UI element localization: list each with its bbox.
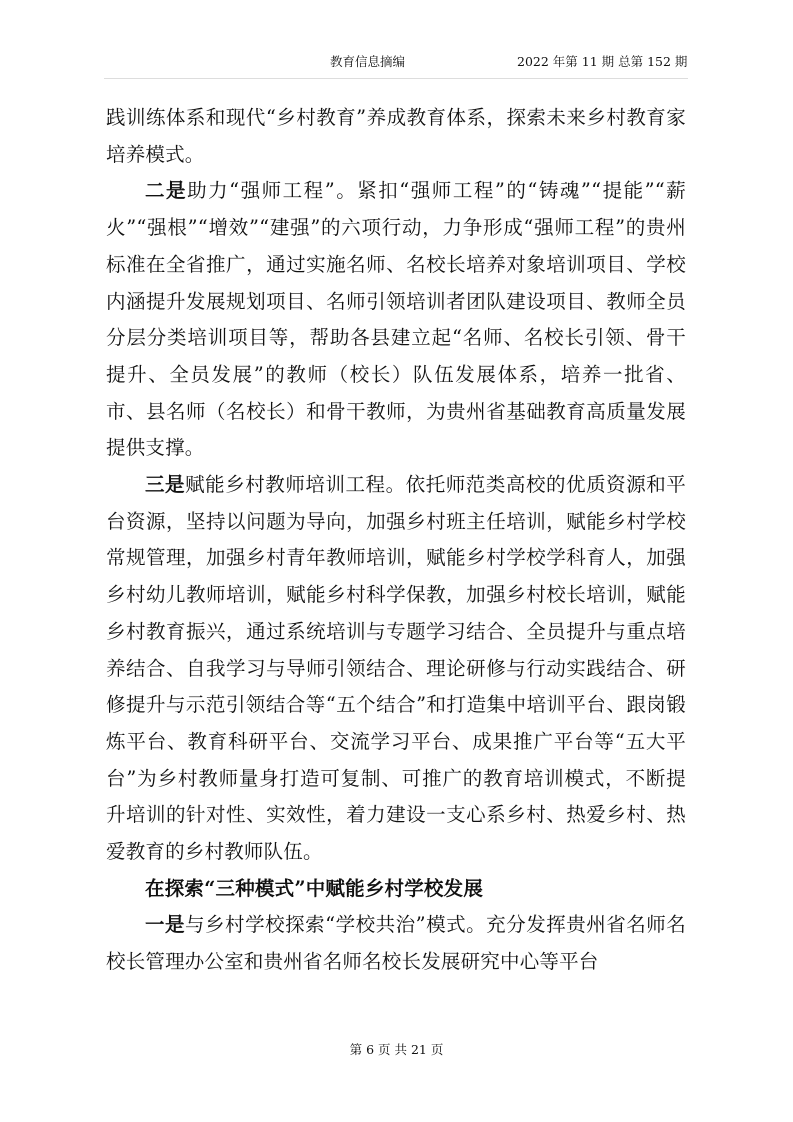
paragraph-text-second: 助力“强师工程”。紧扣“强师工程”的“铸魂”“提能”“薪火”“强根”“增效”“建强”的六项行动，力争形成“强师工程”的贵州标准在全省推广，通过实施名师、名校长培养对象培训项目、学校内涵提升发展规划项目、名师引领培训者团队建设项目、教师全员分层分类培训项目等，帮助各县建立起“名师、名校长引领、骨干提升、全员发展”的教师（校长）队伍发展体系，培养一批省、市、县名师（名校长）和骨干教师，为贵州省基础教育高质量发展提供支撑。 — [106, 179, 686, 460]
article-body — [106, 100, 686, 981]
section-heading: 在探索“三种模式”中赋能乡村学校发展 — [145, 876, 484, 900]
paragraph-lead-second: 二是 — [145, 179, 188, 203]
paragraph-text-third: 赋能乡村教师培训工程。依托师范类高校的优质资源和平台资源，坚持以问题为导向，加强乡村班主任培训，赋能乡村学校常规管理，加强乡村青年教师培训，赋能乡村学校学科育人，加强乡村幼儿教师培训，赋能乡村科学保教，加强乡村校长培训，赋能乡村教育振兴，通过系统培训与专题学习结合、全员提升与重点培养结合、自我学习与导师引领结合、理论研修与行动实践结合、研修提升与示范引领结合等“五个结合”和打造集中培训平台、跟岗锻炼平台、教育科研平台、交流学习平台、成果推广平台等“五大平台”为乡村教师量身打造可复制、可推广的教育培训模式，不断提升培训的针对性、实效性，着力建设一支心系乡村、热爱乡村、热爱教育的乡村教师队伍。 — [106, 473, 686, 864]
page-header — [0, 52, 793, 70]
page-number: 第 6 页 共 21 页 — [349, 1042, 444, 1057]
header-issue-number: 2022 年第 11 期 总第 152 期 — [517, 54, 688, 69]
paragraph-text-first: 与乡村学校探索“学校共治”模式。充分发挥贵州省名师名校长管理办公室和贵州省名师名校长发展研究中心等平台 — [106, 913, 686, 974]
paragraph-school-cogovernance — [106, 907, 686, 980]
paragraph-lead-third: 三是 — [145, 473, 186, 497]
header-journal-title: 教育信息摘编 — [330, 54, 406, 69]
header-divider — [104, 78, 688, 79]
paragraph-continuation: 践训练体系和现代“乡村教育”养成教育体系，探索未来乡村教育家培养模式。 — [106, 106, 686, 166]
paragraph-rural-teacher-training — [106, 467, 686, 871]
paragraph-strong-teacher-project — [106, 173, 686, 467]
paragraph-lead-first: 一是 — [145, 913, 186, 937]
